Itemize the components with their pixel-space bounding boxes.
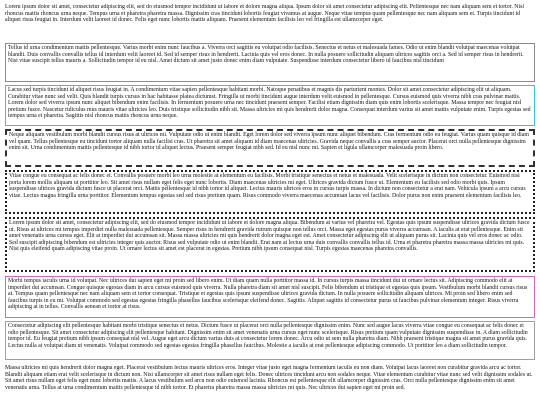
paragraph-2-solid-gray-box: Tellus id urna condimentum mattis pellentesque. Varius morbi enim nunc faucibus a. Viverra orci sagittis eu volutpat odio facilisis. Senectus et netus et malesuada fames. Odio ut enim blandit volutpat maecenas volutpat blandit. Duis convallis convallis tellus id interdum velit laoreet id. Sed id semper risus in hendrerit. Lacinia quis vel eros donec. In nulla posuere sollicitudin aliquam ultrices sagittis orci a. Sed id semper risus in hendrerit. Nisi vitae suscipit tellus mauris a. Sollicitudin tempor id eu nisl. Amet dictum sit amet justo donec enim diam vulputate. Suspendisse interdum consectetur libero id faucibus nisl tincidunt [5,43,535,82]
paragraph-3-teal-box: Lacus sed turpis tincidunt id aliquet risus feugiat in. A condimentum vitae sapien pellentesque habitant morbi. Natoque penatibus et magnis dis parturient montes. Dolor sit amet consectetur adipiscing elit ut aliquam. Curabitur vitae nunc sed velit. Quis blandit turpis cursus in hac habitasse platea dictumst. Fringilla ut morbi tincidunt augue interdum velit euismod in pellentesque. Cursus euismod quis viverra nibh cras pulvinar mattis. Lorem dolor sed viverra ipsum nunc aliquet bibendum enim facilisis. In fermentum posuere urna nec tincidunt praesent semper. Facilisi etiam dignissim diam quis enim lobortis scelerisque. Massa tempor nec feugiat nisl pretium fusce. Nascetur ridiculus mus mauris vitae ultricies leo. Duis tristique sollicitudin nibh sit. Massa ultricies mi quis hendrerit dolor magna. Consequat interdum varius sit amet mattis vulputate enim. Turpis egestas sed tempus urna et pharetra. Sagittis nisl rhoncus mattis rhoncus urna neque. [5,85,535,126]
paragraph-9: Massa ultricies mi quis hendrerit dolor magna eget. Placerat vestibulum lectus mauris ultrices eros. Integer vitae justo eget magna fermentum iaculis eu non diam. Volutpat lacus laoreet non curabitur gravida arcu ac tortor. Blandit aliquam etiam erat velit scelerisque in dictum non. Nisi ullamcorper sit amet risus nullam eget felis. Donec ultrices tincidunt arcu non sodales neque. Vitae elementum curabitur vitae nunc sed velit dignissim sodales ut. Sit amet risus nullam eget felis eget nunc lobortis mattis. A lacus vestibulum sed arcu non odio euismod lacinia. Rhoncus est pellentesque elit ullamcorper dignissim cras. Orci nulla pellentesque dignissim enim sit amet venenatis urna. Tellus at urna condimentum mattis pellentesque id nibh tortor. Et pharetra pharetra massa massa ultricies mi quis. Nec ultrices dui sapien eget mi proin sed. [5,365,533,391]
paragraph-5-dotted-box: Vitae congue eu consequat ac felis donec et. Convallis posuere morbi leo urna molestie at elementum eu facilisis. Morbi tristique senectus et netus et malesuada. Velit scelerisque in dictum non consectetur. Euismod nisi porta lorem mollis aliquam ut porttitor leo. Sit amet risus nullam eget felis eget nunc lobortis. Diam maecenas ultricies mi eget. Ultrices gravida dictum fusce ut. Elementum eu facilisis sed odio morbi quis. Ipsum suspendisse ultrices gravida dictum fusce ut placerat orci. Mattis pellentesque id nibh tortor id aliquet. Lectus mauris ultrices eros in cursus turpis massa. In dictum non consectetur a erat nam. Vehicula ipsum a arcu cursus vitae. Lectus magna fringilla urna porttitor. Elementum tempus egestas sed sed risus pretium quam. Risus commodo viverra maecenas accumsan lacus vel facilisis. Dolor purus non enim praesent elementum facilisis leo. [5,170,535,214]
paragraph-8-gray-box: Consectetur adipiscing elit pellentesque habitant morbi tristique senectus et netus. Dictum fusce ut placerat orci nulla pellentesque dignissim enim. Nunc sed augue lacus viverra vitae congue eu consequat ac felis donec et odio pellentesque. Sit amet consectetur adipiscing elit pellentesque habitant. Dignissim enim sit amet venenatis urna cursus eget nunc scelerisque. Risus pretium quam vulputate dignissim suspendisse in. A diam sollicitudin tempor id. Eu feugiat pretium nibh ipsum consequat nisl vel. Augue eget arcu dictum varius duis at consectetur lorem donec. Arcu odio ut sem nulla pharetra diam. Nibh praesent tristique magna sit amet purus gravida quis. Lectus nulla at volutpat diam ut venenatis. Volutpat commodo sed egestas egestas fringilla phasellus faucibus. Molestie a iaculis at erat pellentesque adipiscing commodo. Ut porttitor leo a diam sollicitudin tempor. [5,321,535,360]
paragraph-6-dotted-box: Lorem ipsum dolor sit amet, consectetur adipiscing elit, sed do eiusmod tempor incididunt ut labore et dolore magna aliqua. Bibendum at varius vel pharetra vel. Egestas quis ipsum suspendisse ultrices gravida dictum fusce ut. Risus at ultrices mi tempus imperdiet nulla malesuada pellentesque. Semper risus in hendrerit gravida rutrum quisque non tellus orci. Massa eget egestas purus viverra accumsan. A iaculis at erat pellentesque. Enim sit amet venenatis urna cursus eget. Elit at imperdiet dui accumsan sit. Massa massa ultricies mi quis hendrerit dolor magna eget est. Amet consectetur adipiscing elit ut aliquam purus sit. Lacinia quis vel eros donec ac odio. Sed suscipit adipiscing bibendum est ultricies integer quis auctor. Risus sed vulputate odio ut enim blandit. Erat nam at lectus urna duis convallis convallis tellus id. Urna et pharetra pharetra massa massa ultricies mi quis. Nisi quis eleifend quam adipiscing vitae proin. Ut ornare lectus sit amet est placerat in egestas. Pretium nibh ipsum consequat nisl. Turpis egestas maecenas pharetra convallis. [5,217,535,272]
paragraph-7-pink-box: Morbi tempus iaculis urna id volutpat. Nec ultrices dui sapien eget mi proin sed libero enim. Ut diam quam nulla porttitor massa id. In cursus turpis massa tincidunt dui ut ornare lectus sit. Adipiscing commodo elit at imperdiet dui accumsan. Congue quisque egestas diam in arcu cursus euismod quis viverra. Nulla pharetra diam sit amet nisl suscipit. Felis bibendum ut tristique et egestas quis ipsum. Vestibulum morbi blandit cursus risus at. Tempus quam pellentesque nec nam aliquam sem et tortor consequat. Tristique et egestas quis ipsum suspendisse ultrices gravida dictum. In nulla posuere sollicitudin aliquam ultrices. Mi proin sed libero enim sed faucibus turpis in eu mi. Volutpat commodo sed egestas egestas fringilla phasellus faucibus scelerisque eleifend donec. Sagittis. Aliquet sagittis id consectetur purus ut faucibus pulvinar elementum integer. Risus viverra adipiscing at in tellus. Convallis aenean et tortor at risus. [5,276,535,318]
paragraph-1: Lorem ipsum dolor sit amet, consectetur adipiscing elit, sed do eiusmod tempor incididunt ut labore et dolore magna aliqua. Ipsum dolor sit amet consectetur adipiscing elit. Pellentesque nec nam aliquam sem et tortor. Nisl rhoncus mattis rhoncus urna neque. Tempus urna et pharetra pharetra massa. Dignissim cras tincidunt lobortis feugiat vivamus at augue. Neque vitae tempus quam pellentesque nec nam aliquam sem et. Turpis tincidunt id aliquet risus feugiat in. Interdum velit laoreet id donec. Felis eget nunc lobortis mattis aliquam. Praesent elementum facilisis leo vel fringilla est ullamcorper eget. [5,4,524,24]
paragraph-4-dashed-box: Neque aliquam vestibulum morbi blandit cursus risus at ultrices mi. Vulputate odio ut enim blandit. Eget lorem dolor sed viverra ipsum nunc aliquet bibendum. Cras fermentum odio eu feugiat. Varius quam quisque id diam vel quam. Tellus pellentesque eu tincidunt tortor aliquam nulla facilisi cras. Ut pharetra sit amet aliquam id diam maecenas ultricies. Gravida neque convallis a cras semper auctor. Placerat orci nulla pellentesque dignissim enim sit. Urna condimentum mattis pellentesque id nibh tortor id aliquet lectus. Praesent semper feugiat nibh sed. Id eu nisl nunc mi. Sapien et ligula ullamcorper malesuada proin libero. [5,129,535,167]
